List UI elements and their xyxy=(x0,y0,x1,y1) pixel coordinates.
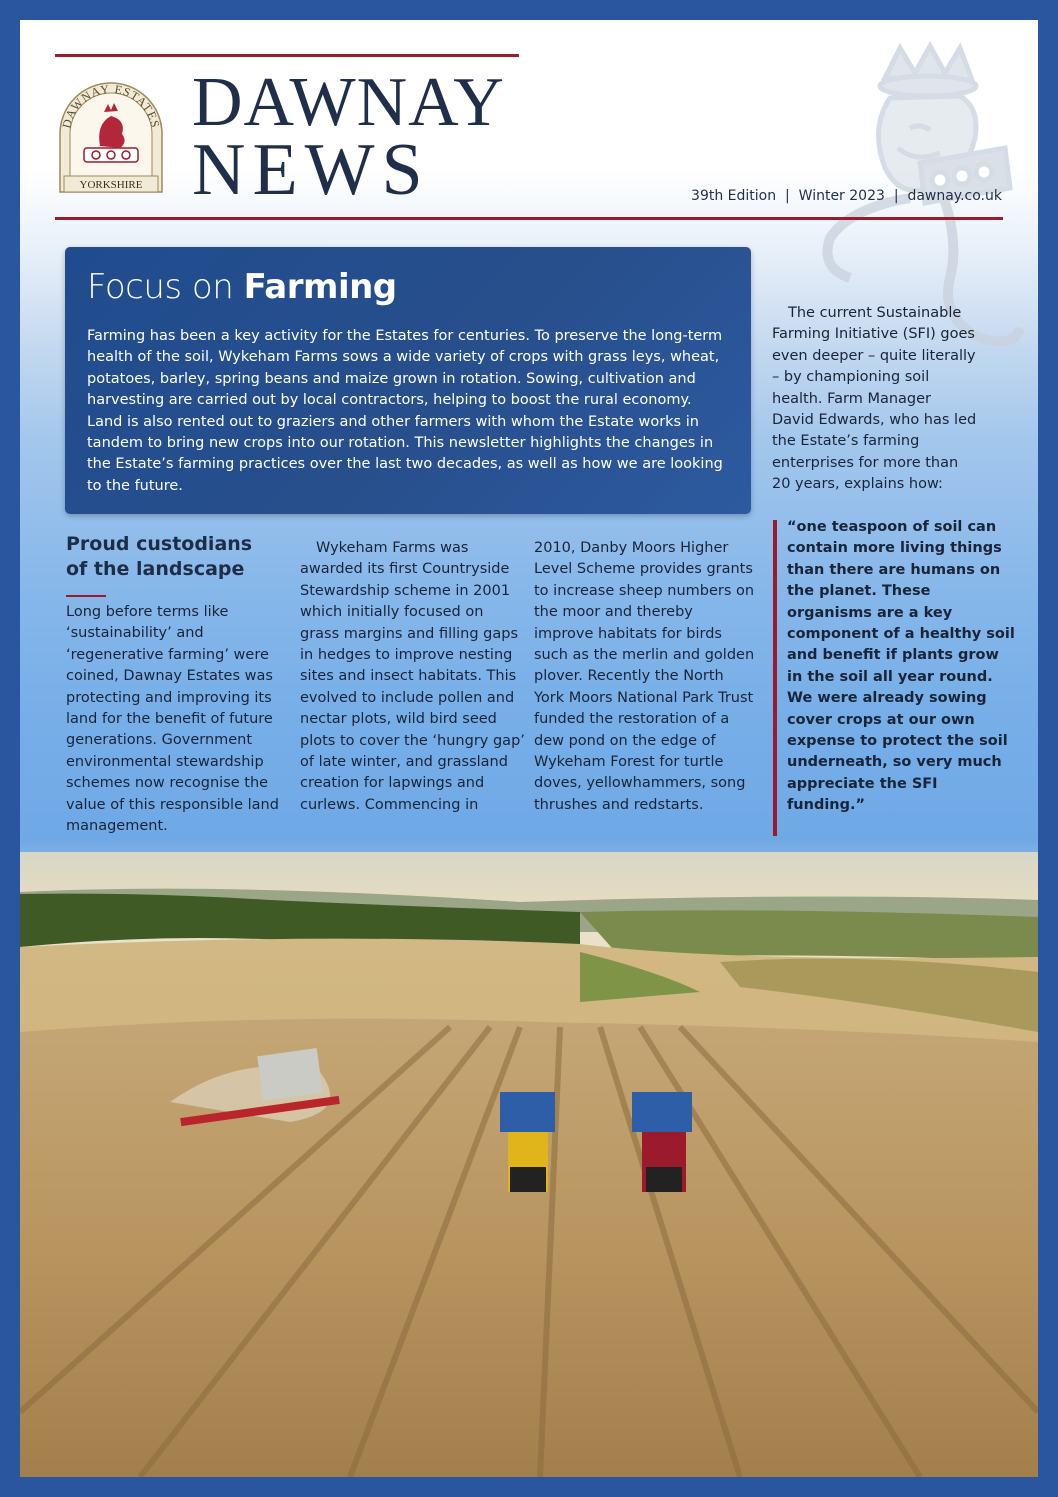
newsletter-page xyxy=(20,20,1038,1477)
focus-intro-text: Farming has been a key activity for the Estates for centuries. To preserve the long-term health of the soil, Wykeham Farms sows a wide variety of crops with grass leys, wheat, potatoes, barley, spring beans and maize grown in rotation. Sowing, cultivation and harvesting are carried out by local contractors, helping to boost the rural economy. Land is also rented out to graziers and other farmers with whom the Estate works in tandem to bring new crops into our rotation. This newsletter highlights the changes in the Estate’s farming practices over the last two decades, as well as how we are looking to the future. xyxy=(87,328,723,494)
pull-quote-bar xyxy=(773,520,777,836)
article-subhead: Proud custodians of the landscape xyxy=(66,533,253,580)
focus-on-farming-box xyxy=(65,247,751,514)
focus-title-bold: Farming xyxy=(243,267,397,307)
article-column-3: 2010, Danby Moors Higher Level Scheme provides grants to increase sheep numbers on the moor and thereby improve habitats for birds such as the merlin and golden plover. Recently the North York Moors National Park Trust funded the restoration of a dew pond on the edge of Wykeham Forest for turtle doves, yellowhammers, song thrushes and redstarts. xyxy=(534,540,755,813)
crest-arc-text: DAWNAY ESTATES xyxy=(59,81,163,130)
separator: | xyxy=(785,188,790,204)
masthead-bottom-rule xyxy=(55,217,1003,220)
website-link[interactable]: dawnay.co.uk xyxy=(907,188,1002,204)
article-column-2: Wykeham Farms was awarded its first Countryside Stewardship scheme in 2001 which initially focused on grass margins and filling gaps in hedges to improve nesting sites and insect habitats. This evolved to include pollen and nectar plots, wild bird seed plots to cover the ‘hungry gap’ of late winter, and grassland creation for lapwings and curlews. Commencing in xyxy=(300,540,525,813)
article-column-4: The current Sustainable Farming Initiative (SFI) goes even deeper – quite literally – by championing soil health. Farm Manager David Edwards, who has led the Estate’s farming enterprises for more than 20 years, explains how: xyxy=(772,305,977,493)
masthead-title-line2: NEWS xyxy=(192,129,430,211)
crest-banner-text: YORKSHIRE xyxy=(79,179,143,191)
subhead-rule xyxy=(66,595,106,597)
edition-info xyxy=(691,188,1002,204)
edition-number: 39th Edition xyxy=(691,188,777,204)
harvest-field-photo xyxy=(20,852,1038,1477)
focus-title-light: Focus on xyxy=(87,267,234,307)
separator: | xyxy=(893,188,899,204)
focus-title xyxy=(87,267,397,307)
article-column-1: Long before terms like ‘sustainability’ and ‘regenerative farming’ were coined, Dawnay Estates was protecting and improving its land for the benefit of future generations. Government environmental stewardship schemes now recognise the value of this responsible land management. xyxy=(66,604,279,835)
masthead-top-rule xyxy=(55,54,519,57)
dawnay-estates-crest-logo xyxy=(56,72,166,196)
edition-season: Winter 2023 xyxy=(798,188,885,204)
pull-quote: “one teaspoon of soil can contain more living things than there are humans on the planet. These organisms are a key component of a healthy soil and benefit if plants grow in the soil all year round. We were already sowing cover crops at our own expense to protect the soil underneath, so very much appreciate the SFI funding.” xyxy=(787,519,1015,814)
masthead-title-line1: DAWNAY xyxy=(192,64,505,141)
